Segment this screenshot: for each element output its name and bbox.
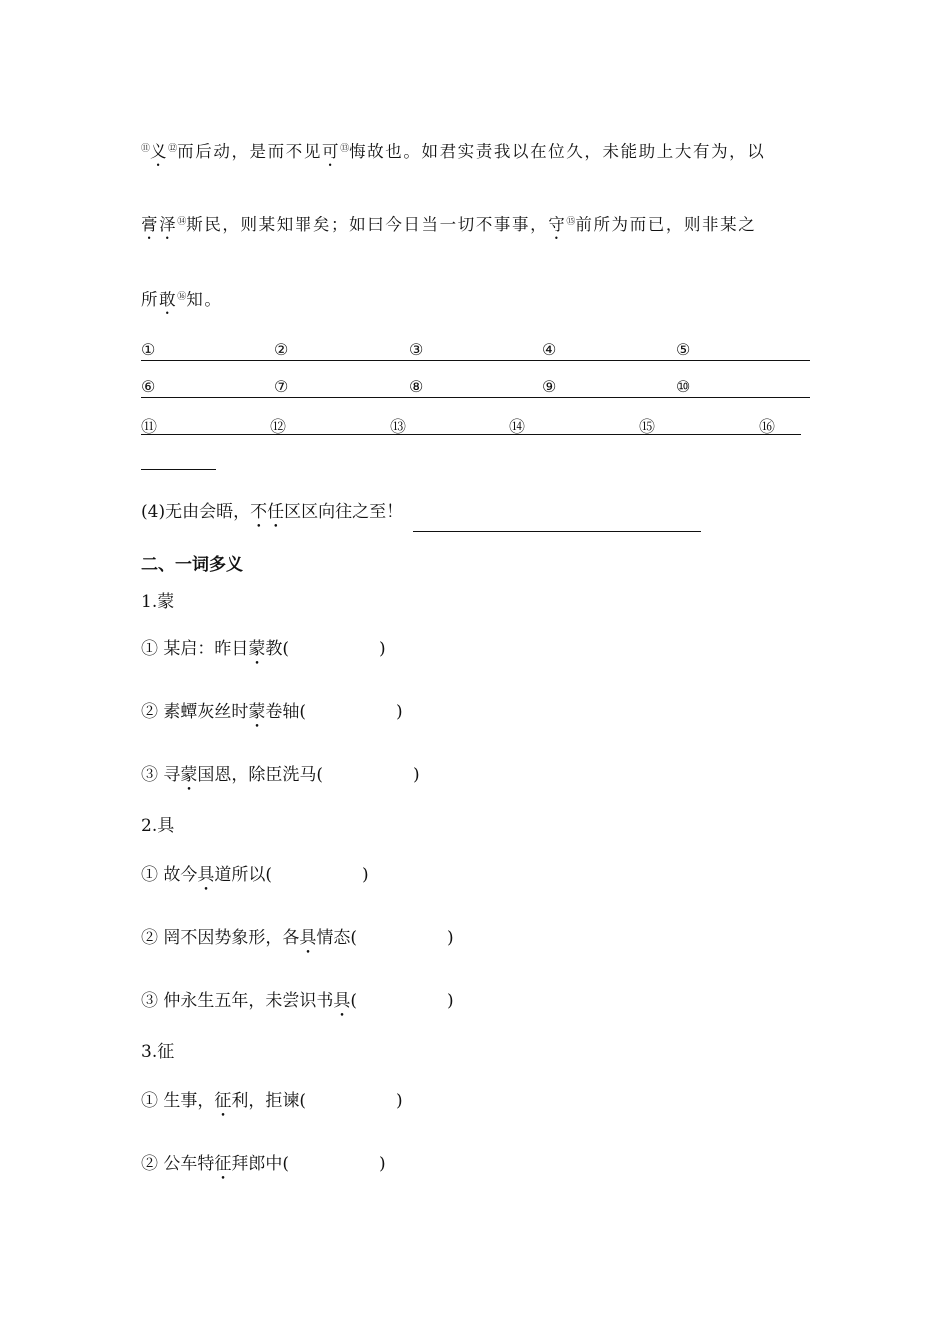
- passage-text: 而后动，是而不见: [177, 142, 322, 161]
- item-text: 卷轴(: [265, 702, 307, 722]
- item-text: ): [362, 865, 369, 885]
- blank-label: ⑬: [390, 417, 407, 436]
- item-text: ① 某启：昨日: [141, 639, 249, 659]
- emphasized-char: 征: [214, 1154, 232, 1174]
- blank-label: ⑩: [676, 377, 691, 396]
- passage-text: 所: [141, 290, 160, 309]
- list-item: [141, 860, 369, 895]
- emphasized-char: 可: [321, 142, 341, 161]
- note-marker: ⑮: [566, 217, 576, 227]
- list-item: [141, 923, 454, 958]
- item-text: ② 公车特: [141, 1154, 215, 1174]
- passage-text: 斯民，则某知罪矣；如曰今日当一切不事事，: [186, 215, 549, 234]
- section-title: 二、一词多义: [141, 555, 243, 575]
- emphasized-char: 征: [214, 1091, 232, 1111]
- question-text: (4)无由会晤，: [141, 502, 251, 522]
- list-item: [141, 697, 403, 732]
- passage-line-3: [141, 286, 222, 318]
- item-text: 利，拒谏(: [231, 1091, 307, 1111]
- blank-label: ④: [542, 340, 557, 359]
- note-marker: ⑪: [141, 144, 151, 154]
- note-marker: ⑫: [168, 144, 178, 154]
- emphasized-char: 蒙: [248, 639, 266, 659]
- answer-blank[interactable]: [413, 513, 701, 532]
- emphasized-char: 膏: [141, 215, 160, 234]
- blank-label: ⑧: [409, 377, 424, 396]
- emphasized-char: 具: [333, 991, 351, 1011]
- blank-label: ⑭: [509, 417, 526, 436]
- passage-line-1: [141, 138, 765, 170]
- item-text: ② 罔不因势象形，各: [141, 928, 300, 948]
- blank-label: ⑯: [759, 417, 776, 436]
- answer-blank-row-3[interactable]: [141, 414, 801, 435]
- blank-label: ⑤: [676, 340, 691, 359]
- blank-label: ⑨: [542, 377, 557, 396]
- group-heading: 1.蒙: [141, 592, 175, 612]
- item-text: ): [379, 1154, 386, 1174]
- item-text: 道所以(: [214, 865, 273, 885]
- group-heading: 3.征: [141, 1042, 175, 1062]
- item-text: (: [350, 991, 358, 1011]
- blank-label: ②: [274, 340, 289, 359]
- item-text: ): [379, 639, 386, 659]
- item-text: ): [447, 991, 454, 1011]
- list-item: [141, 1086, 403, 1121]
- emphasized-char: 蒙: [180, 765, 198, 785]
- note-marker: ⑬: [340, 144, 350, 154]
- note-marker: ⑯: [177, 292, 187, 302]
- blank-label: ③: [409, 340, 424, 359]
- question-4: [141, 497, 701, 532]
- item-text: ② 素蟫灰丝时: [141, 702, 249, 722]
- blank-label: ①: [141, 340, 156, 359]
- answer-blank-row-2[interactable]: [141, 377, 810, 398]
- answer-blank-continuation[interactable]: [141, 449, 216, 470]
- item-text: ): [396, 1091, 403, 1111]
- item-text: 情态(: [316, 928, 358, 948]
- emphasized-char: 具: [197, 865, 215, 885]
- item-text: 国恩，除臣洗马(: [197, 765, 324, 785]
- emphasized-char: 敢: [159, 290, 178, 309]
- emphasized-char: 泽: [159, 215, 178, 234]
- emphasized-char: 具: [299, 928, 317, 948]
- list-item: [141, 634, 386, 669]
- list-item: [141, 760, 420, 795]
- item-text: ): [396, 702, 403, 722]
- passage-text: 知。: [186, 290, 223, 309]
- blank-label: ⑪: [141, 417, 158, 436]
- list-item: [141, 986, 454, 1021]
- item-text: ③ 寻: [141, 765, 181, 785]
- question-text: 区区向往之至！: [284, 502, 404, 522]
- item-text: 拜郎中(: [231, 1154, 290, 1174]
- item-text: ① 生事，: [141, 1091, 215, 1111]
- emphasized-char: 义: [150, 142, 169, 161]
- item-text: ): [447, 928, 454, 948]
- passage-text: 悔故也。如君实责我以在位久，未能助上大有为，以: [349, 142, 766, 161]
- emphasized-char: 蒙: [248, 702, 266, 722]
- passage-line-2: [141, 211, 756, 243]
- passage-text: 前所为而已，则非某之: [575, 215, 757, 234]
- emphasized-char: 守: [548, 215, 567, 234]
- blank-label: ⑦: [274, 377, 289, 396]
- item-text: ① 故今: [141, 865, 198, 885]
- list-item: [141, 1149, 386, 1184]
- item-text: ③ 仲永生五年，未尝识书: [141, 991, 334, 1011]
- item-text: ): [413, 765, 420, 785]
- blank-label: ⑮: [639, 417, 656, 436]
- group-heading: 2.具: [141, 816, 175, 836]
- blank-label: ⑥: [141, 377, 156, 396]
- blank-label: ⑫: [270, 417, 287, 436]
- note-marker: ⑭: [177, 217, 187, 227]
- answer-blank-row-1[interactable]: [141, 340, 810, 361]
- item-text: 教(: [265, 639, 290, 659]
- emphasized-char: 不: [250, 502, 268, 522]
- emphasized-char: 任: [267, 502, 285, 522]
